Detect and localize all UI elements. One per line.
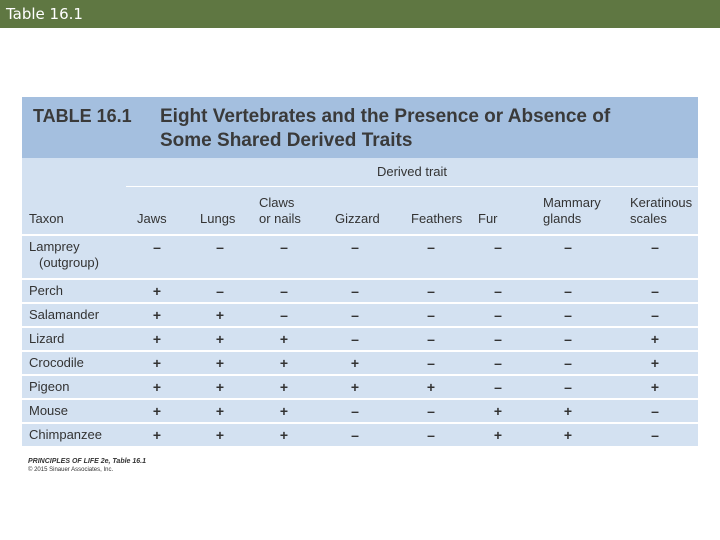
trait-absent-mark: –	[564, 355, 572, 371]
taxon-name: Lamprey	[29, 239, 80, 254]
trait-absent-mark: –	[651, 239, 659, 255]
table-row	[22, 376, 698, 400]
trait-present-mark: +	[650, 379, 660, 395]
table-title-line1: Eight Vertebrates and the Presence or Absence of	[160, 106, 611, 127]
column-header	[200, 211, 235, 227]
trait-absent-mark: –	[216, 239, 224, 255]
trait-present-mark: +	[563, 403, 573, 419]
trait-absent-mark: –	[280, 283, 288, 299]
column-header-line2: scales	[630, 211, 667, 226]
trait-present-mark: +	[493, 403, 503, 419]
table-row	[22, 328, 698, 352]
trait-present-mark: +	[152, 331, 162, 347]
trait-present-mark: +	[493, 427, 503, 443]
credit-line1: PRINCIPLES OF LIFE 2e, Table 16.1	[28, 458, 146, 465]
taxon-header: Taxon	[29, 211, 64, 226]
credit	[28, 458, 146, 473]
trait-absent-mark: –	[427, 355, 435, 371]
taxon-name: Perch	[29, 283, 63, 298]
trait-absent-mark: –	[427, 239, 435, 255]
table-row	[22, 280, 698, 304]
trait-present-mark: +	[650, 331, 660, 347]
trait-absent-mark: –	[427, 283, 435, 299]
trait-absent-mark: –	[494, 331, 502, 347]
trait-absent-mark: –	[494, 239, 502, 255]
trait-absent-mark: –	[564, 379, 572, 395]
table-row	[22, 352, 698, 376]
trait-absent-mark: –	[427, 331, 435, 347]
trait-absent-mark: –	[427, 403, 435, 419]
taxon-cell	[29, 427, 102, 443]
table-title	[160, 105, 690, 153]
trait-absent-mark: –	[153, 239, 161, 255]
taxon-cell	[29, 331, 64, 347]
slide-title: Table 16.1	[0, 0, 720, 28]
column-header-line2: or nails	[259, 211, 301, 226]
taxon-cell	[29, 403, 68, 419]
table-figure	[22, 97, 698, 448]
trait-present-mark: +	[563, 427, 573, 443]
trait-present-mark: +	[215, 427, 225, 443]
trait-absent-mark: –	[427, 427, 435, 443]
table-title-line2: Some Shared Derived Traits	[160, 130, 413, 151]
taxon-name: Crocodile	[29, 355, 84, 370]
trait-present-mark: +	[152, 427, 162, 443]
trait-absent-mark: –	[216, 283, 224, 299]
column-header-line1: Mammary	[543, 195, 601, 210]
column-header-line2: Feathers	[411, 211, 463, 226]
trait-absent-mark: –	[351, 283, 359, 299]
taxon-name: Mouse	[29, 403, 69, 418]
column-header-line2: Jaws	[137, 211, 167, 226]
trait-present-mark: +	[152, 403, 162, 419]
taxon-name: Salamander	[29, 307, 100, 322]
taxon-cell	[29, 239, 99, 271]
trait-present-mark: +	[350, 379, 360, 395]
trait-absent-mark: –	[651, 307, 659, 323]
trait-absent-mark: –	[427, 307, 435, 323]
taxon-cell	[29, 307, 99, 323]
derived-trait-label: Derived trait	[126, 158, 698, 187]
taxon-name: Lizard	[29, 331, 65, 346]
table-body	[22, 236, 698, 448]
column-header	[543, 195, 601, 227]
column-header-line1: Claws	[259, 195, 295, 210]
trait-absent-mark: –	[564, 283, 572, 299]
trait-absent-mark: –	[651, 283, 659, 299]
trait-present-mark: +	[152, 379, 162, 395]
trait-absent-mark: –	[494, 355, 502, 371]
column-header-line2: glands	[543, 211, 582, 226]
table-title-band	[22, 97, 698, 158]
column-header-line1: Keratinous	[630, 195, 693, 210]
table-row	[22, 236, 698, 280]
column-header-line2: Gizzard	[335, 211, 380, 226]
column-header	[259, 195, 301, 227]
trait-present-mark: +	[279, 379, 289, 395]
trait-absent-mark: –	[280, 307, 288, 323]
trait-present-mark: +	[426, 379, 436, 395]
column-header-line2: Fur	[478, 211, 498, 226]
table-header	[22, 158, 698, 236]
trait-present-mark: +	[215, 307, 225, 323]
taxon-name: Chimpanzee	[29, 427, 102, 442]
trait-present-mark: +	[152, 307, 162, 323]
trait-present-mark: +	[350, 355, 360, 371]
trait-absent-mark: –	[494, 307, 502, 323]
trait-absent-mark: –	[494, 283, 502, 299]
column-header	[335, 211, 380, 227]
trait-present-mark: +	[152, 283, 162, 299]
credit-line2: © 2015 Sinauer Associates, Inc.	[28, 467, 114, 473]
table-row	[22, 424, 698, 448]
trait-present-mark: +	[215, 379, 225, 395]
taxon-cell	[29, 355, 84, 371]
taxon-cell	[29, 379, 69, 395]
column-header	[478, 211, 498, 227]
trait-absent-mark: –	[651, 403, 659, 419]
column-header-line2: Lungs	[200, 211, 236, 226]
trait-present-mark: +	[215, 403, 225, 419]
column-header	[411, 211, 462, 227]
taxon-note: (outgroup)	[39, 255, 99, 270]
trait-absent-mark: –	[494, 379, 502, 395]
trait-absent-mark: –	[351, 307, 359, 323]
trait-present-mark: +	[279, 331, 289, 347]
trait-present-mark: +	[215, 355, 225, 371]
trait-absent-mark: –	[351, 239, 359, 255]
trait-absent-mark: –	[651, 427, 659, 443]
table-row	[22, 304, 698, 328]
trait-present-mark: +	[650, 355, 660, 371]
trait-present-mark: +	[152, 355, 162, 371]
column-header	[630, 195, 692, 227]
trait-absent-mark: –	[351, 331, 359, 347]
trait-absent-mark: –	[564, 239, 572, 255]
trait-absent-mark: –	[351, 403, 359, 419]
trait-absent-mark: –	[280, 239, 288, 255]
table-number: TABLE 16.1	[33, 106, 132, 126]
trait-absent-mark: –	[564, 307, 572, 323]
taxon-name: Pigeon	[29, 379, 70, 394]
trait-absent-mark: –	[351, 427, 359, 443]
taxon-cell	[29, 283, 63, 299]
trait-present-mark: +	[215, 331, 225, 347]
trait-present-mark: +	[279, 355, 289, 371]
trait-absent-mark: –	[564, 331, 572, 347]
trait-present-mark: +	[279, 403, 289, 419]
column-header	[137, 211, 167, 227]
trait-present-mark: +	[279, 427, 289, 443]
table-row	[22, 400, 698, 424]
